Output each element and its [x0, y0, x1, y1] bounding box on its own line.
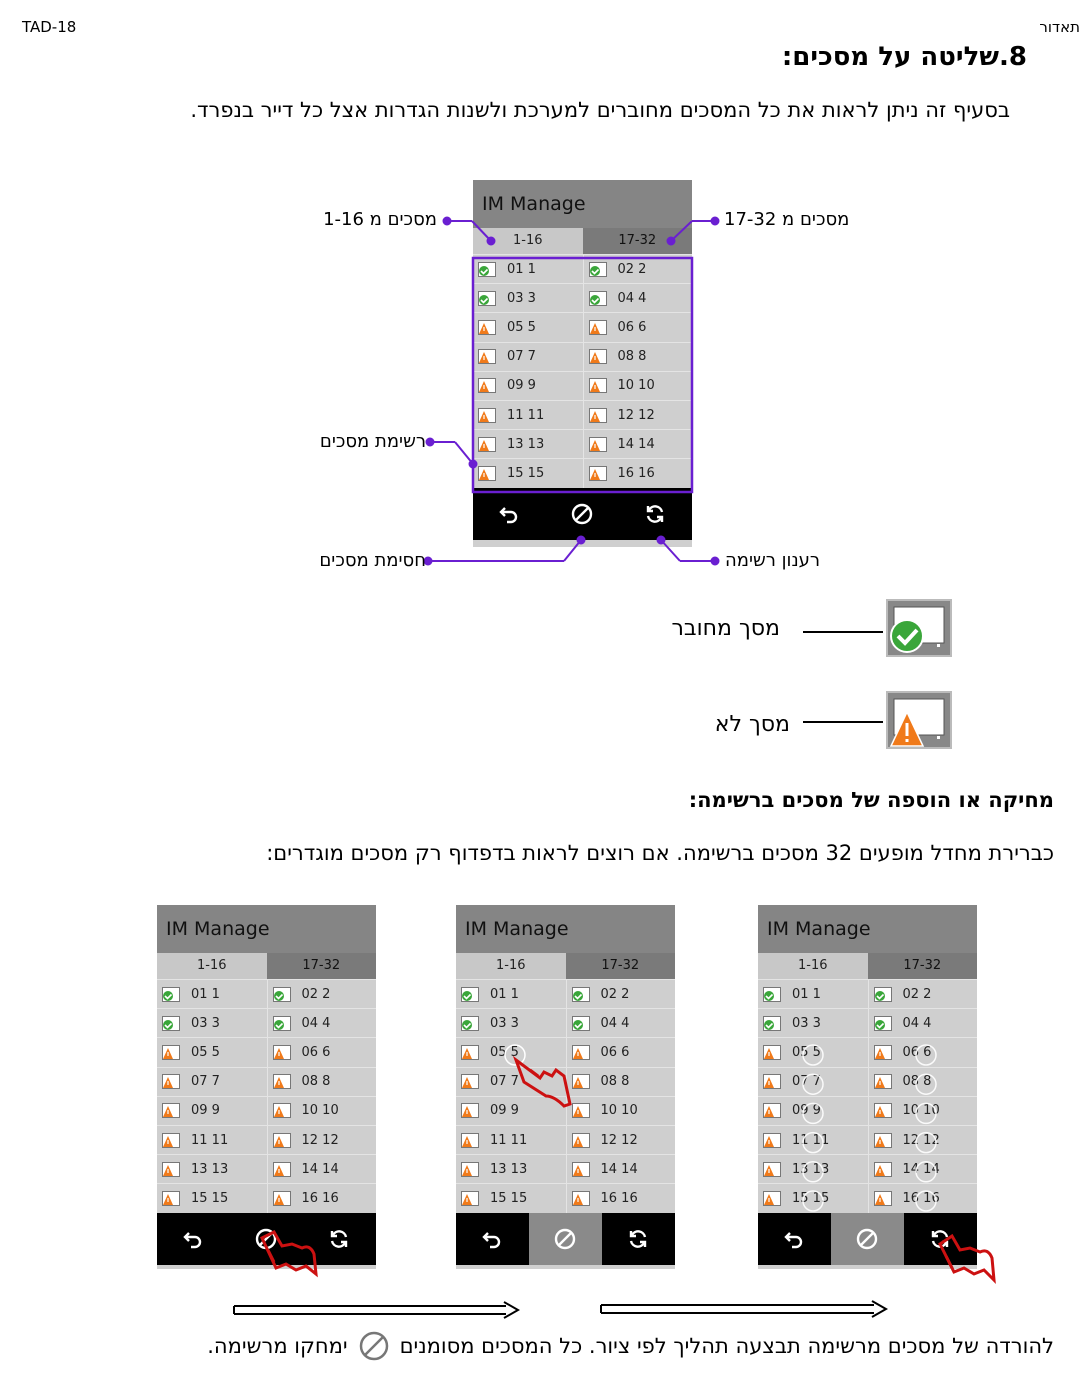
- connected-screen-icon: [461, 987, 479, 1002]
- list-item[interactable]: [758, 980, 868, 1008]
- tab-1-16[interactable]: 1-16: [157, 953, 267, 979]
- tab-1-16[interactable]: 1-16: [456, 953, 566, 979]
- doc-code: TAD-18: [22, 18, 77, 36]
- list-item-label: 06 6: [301, 1044, 331, 1060]
- tab-17-32[interactable]: 17-32: [868, 953, 978, 979]
- list-item-label: 08 8: [301, 1074, 331, 1090]
- list-item-label: 12 12: [617, 407, 655, 423]
- list-row: [758, 979, 977, 1008]
- list-item-label: 10 10: [600, 1103, 638, 1119]
- panel-title: IM Manage: [456, 905, 675, 953]
- list-item[interactable]: [868, 980, 978, 1008]
- list-item-label: 11 11: [490, 1132, 528, 1148]
- list-item-label: 16 16: [902, 1190, 940, 1206]
- list-item-label: 15 15: [507, 465, 545, 481]
- selection-circle: [916, 1191, 936, 1211]
- block-icon: [358, 1330, 390, 1362]
- list-item-label: 10 10: [902, 1103, 940, 1119]
- tab-17-32[interactable]: 17-32: [583, 228, 693, 254]
- list-row: [456, 979, 675, 1008]
- selection-circle: [803, 1045, 823, 1065]
- list-item-label: 15 15: [191, 1190, 229, 1206]
- delete-heading: מחיקה או הוספה של מסכים ברשימה:: [688, 788, 1054, 812]
- list-item-label: 03 3: [507, 290, 536, 306]
- list-item-label: 12 12: [301, 1132, 339, 1148]
- panel-tabs: [157, 953, 376, 979]
- selection-circle: [803, 1103, 823, 1123]
- list-row: [157, 979, 376, 1008]
- legend-not-connected: מסך לא: [714, 712, 790, 737]
- label-screens-17-32: מסכים מ 17-32: [724, 209, 850, 230]
- list-item[interactable]: [456, 980, 566, 1008]
- list-item-label: 05 5: [507, 319, 536, 335]
- list-item-label: 03 3: [792, 1015, 821, 1031]
- bottom-text-a: להורדה של מסכים מרשימה תבצעה תהליך לפי ציור. כל המסכים מסומנים: [399, 1334, 1054, 1358]
- annotation-lines: [0, 0, 1082, 600]
- list-item[interactable]: [566, 980, 676, 1008]
- selection-circle: [916, 1133, 936, 1153]
- label-screens-1-16: מסכים מ 1-16: [323, 209, 437, 230]
- list-item-label: 16 16: [600, 1190, 638, 1206]
- connected-screen-icon: [273, 987, 291, 1002]
- warning-screen-icon: [885, 690, 953, 750]
- list-item-label: 02 2: [902, 986, 932, 1002]
- list-item-label: 01 1: [490, 986, 519, 1002]
- list-item-label: 11 11: [792, 1132, 830, 1148]
- list-item-label: 04 4: [617, 290, 647, 306]
- list-item[interactable]: [267, 980, 377, 1008]
- panel-tabs: [456, 953, 675, 979]
- tab-1-16[interactable]: 1-16: [473, 228, 583, 254]
- list-item-label: 16 16: [617, 465, 655, 481]
- connected-screen-icon: [572, 987, 590, 1002]
- list-item-label: 14 14: [902, 1161, 940, 1177]
- list-item-label: 14 14: [617, 436, 655, 452]
- process-arrows: [230, 1298, 890, 1324]
- brand-name: תאדור: [1039, 18, 1080, 36]
- delete-text: כברירת מחדל מופעים 32 מסכים ברשימה. אם רוצים לראות בדפדוף רק מסכים מוגדרים:: [266, 841, 1054, 865]
- list-item-label: 15 15: [792, 1190, 830, 1206]
- list-item-label: 09 9: [490, 1103, 519, 1119]
- list-item-label: 13 13: [191, 1161, 229, 1177]
- list-item-label: 04 4: [600, 1015, 630, 1031]
- list-item-label: 11 11: [191, 1132, 229, 1148]
- selection-circle: [916, 1045, 936, 1065]
- list-item-label: 04 4: [902, 1015, 932, 1031]
- list-item-label: 02 2: [600, 986, 630, 1002]
- tab-1-16[interactable]: 1-16: [758, 953, 868, 979]
- connected-screen-icon: [874, 987, 892, 1002]
- list-item-label: 10 10: [301, 1103, 339, 1119]
- list-item-label: 14 14: [600, 1161, 638, 1177]
- list-item-label: 03 3: [490, 1015, 519, 1031]
- label-block-screens: חסימת מסכים: [319, 550, 426, 571]
- selection-circle: [916, 1162, 936, 1182]
- list-item-label: 05 5: [191, 1044, 220, 1060]
- label-screen-list: רשימת מסכים: [319, 431, 426, 452]
- legend-line-warning: [803, 721, 883, 723]
- panel-title: IM Manage: [758, 905, 977, 953]
- list-item-label: 01 1: [792, 986, 821, 1002]
- tab-17-32[interactable]: 17-32: [267, 953, 377, 979]
- section-intro: בסעיף זה ניתן לראות את כל המסכים מחוברים למערכת ולשנות הגדרות אצל כל דייר בנפרד.: [190, 98, 1010, 122]
- list-item-label: 07 7: [191, 1074, 220, 1090]
- panel-title: IM Manage: [157, 905, 376, 953]
- list-item-label: 03 3: [191, 1015, 220, 1031]
- list-item-label: 08 8: [600, 1074, 630, 1090]
- selection-circle: [803, 1133, 823, 1153]
- list-item-label: 05 5: [792, 1044, 821, 1060]
- list-item[interactable]: [157, 980, 267, 1008]
- list-item-label: 14 14: [301, 1161, 339, 1177]
- list-item-label: 09 9: [507, 378, 536, 394]
- hand-icon: [940, 1236, 994, 1280]
- list-item-label: 16 16: [301, 1190, 339, 1206]
- list-item-label: 09 9: [191, 1103, 220, 1119]
- bottom-paragraph: [207, 1330, 1054, 1362]
- list-item-label: 01 1: [191, 986, 220, 1002]
- list-item-label: 04 4: [301, 1015, 331, 1031]
- list-item-label: 11 11: [507, 407, 545, 423]
- list-item-label: 06 6: [600, 1044, 630, 1060]
- hand-icon: [262, 1232, 316, 1274]
- list-item-label: 13 13: [507, 436, 545, 452]
- selection-circle: [916, 1074, 936, 1094]
- list-item-label: 06 6: [902, 1044, 932, 1060]
- section-title: 8.שליטה על מסכים:: [781, 42, 1027, 72]
- list-item-label: 10 10: [617, 378, 655, 394]
- list-item-label: 07 7: [792, 1074, 821, 1090]
- selection-circle: [803, 1162, 823, 1182]
- list-item-label: 08 8: [617, 349, 647, 365]
- selection-circle: [803, 1074, 823, 1094]
- hand-icon: [516, 1060, 570, 1106]
- connected-screen-icon: [763, 987, 781, 1002]
- list-item-label: 09 9: [792, 1103, 821, 1119]
- connected-screen-icon: [885, 598, 953, 658]
- list-item-label: 02 2: [301, 986, 331, 1002]
- list-item-label: 13 13: [490, 1161, 528, 1177]
- list-item-label: 12 12: [600, 1132, 638, 1148]
- label-refresh-list: רענון רשימה: [725, 550, 821, 571]
- list-item-label: 07 7: [507, 349, 536, 365]
- tab-17-32[interactable]: 17-32: [566, 953, 676, 979]
- legend-connected: מסך מחובר: [671, 616, 780, 641]
- connected-screen-icon: [162, 987, 180, 1002]
- list-item-label: 01 1: [507, 261, 536, 277]
- panel-title: IM Manage: [473, 180, 692, 228]
- list-item-label: 06 6: [617, 319, 647, 335]
- gesture-overlays: [0, 1020, 1082, 1300]
- list-item-label: 15 15: [490, 1190, 528, 1206]
- list-item-label: 08 8: [902, 1074, 932, 1090]
- bottom-text-b: ימחקו מרשימה.: [207, 1334, 348, 1358]
- legend-line-connected: [803, 631, 883, 633]
- list-item-label: 02 2: [617, 261, 647, 277]
- selection-circle: [916, 1103, 936, 1123]
- list-item-label: 07 7: [490, 1074, 519, 1090]
- selection-circle: [803, 1191, 823, 1211]
- list-item-label: 12 12: [902, 1132, 940, 1148]
- list-item-label: 05 5: [490, 1044, 519, 1060]
- panel-tabs: [758, 953, 977, 979]
- list-item-label: 13 13: [792, 1161, 830, 1177]
